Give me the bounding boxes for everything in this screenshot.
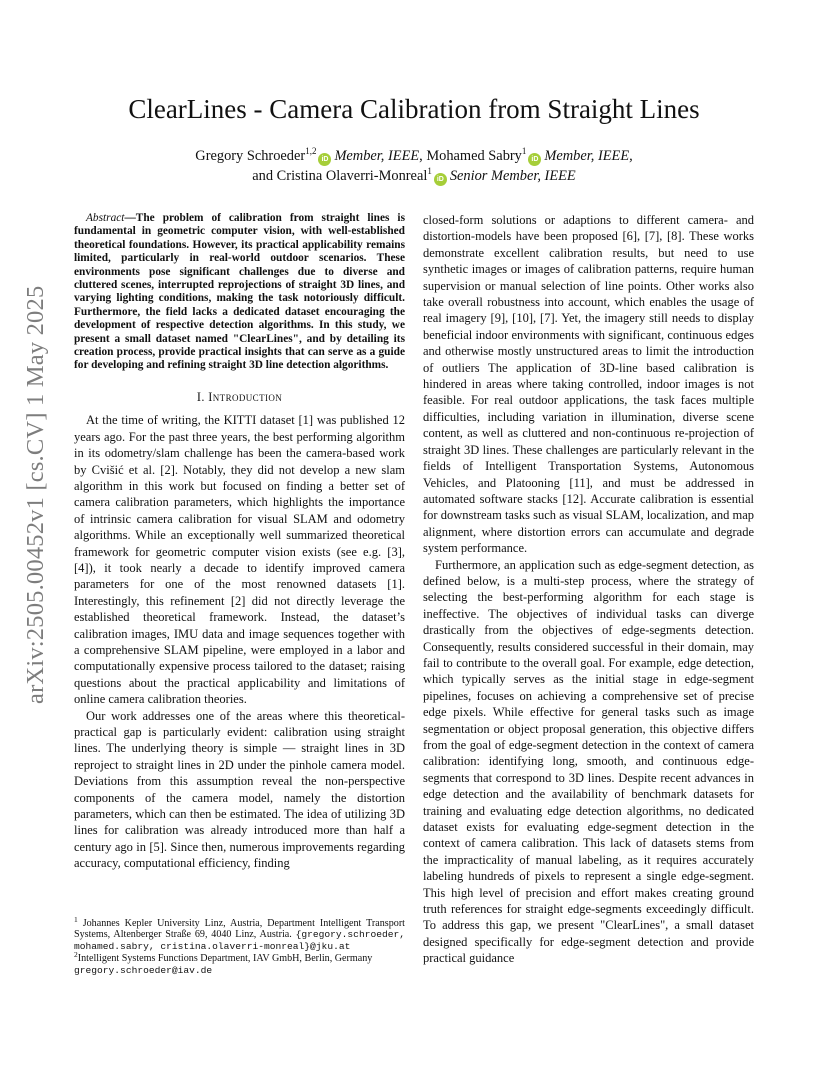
orcid-icon[interactable]: iD <box>434 173 447 186</box>
affiliation-mark: 1,2 <box>305 146 317 156</box>
left-column <box>74 212 405 872</box>
abstract <box>74 212 405 373</box>
author-name: Cristina Olaverri-Monreal <box>276 168 428 184</box>
footnote-email[interactable]: {gregory.schroeder, mohamed.sabry, cristina.olaverri-monreal}@jku.at <box>74 929 405 952</box>
intro-paragraph-2: Our work addresses one of the areas where this theoretical-practical gap is particularly evident: calibration using straight lines. The underlying theory is simple — straight lines in 3D reproject to straight lines in 2D under the pinhole camera model. Deviations from this assumption reveal the non-perspective components of the camera model, namely the distortion parameters, which can then be estimated. The idea of utilizing 3D lines for calibration was already introduced more than half a century ago in [5]. Since then, numerous improvements regarding accuracy, computational efficiency, finding <box>74 708 405 871</box>
abstract-dash: — <box>124 212 136 224</box>
footnote-email[interactable]: gregory.schroeder@iav.de <box>74 964 213 976</box>
author-name: Mohamed Sabry <box>426 148 522 164</box>
affiliation-mark: 1 <box>427 166 432 176</box>
author-role: Member, IEEE, <box>544 148 633 164</box>
author-conjunction: and <box>252 168 277 184</box>
intro-paragraph-4: Furthermore, an application such as edge-segment detection, as defined below, is a multi-step process, where the strategy of selecting the best-performing algorithm for each stage is ineffective. The objectives of individual tasks can diverge drastically from the objectives of edge-segments detection. Consequently, results considered successful in their domain, may fail to contribute to the overall goal. For example, edge detection, which typically serves as the initial stage in edge-segment pipelines, focuses on achieving a comprehensive set of precise edge pixels. While effective for general tasks such as image segmentation or object proposal generation, this objective differs from the goal of edge-segment detection in the context of camera calibration: identifying long, smooth, and continuous edge-segments that correspond to 3D lines. Despite recent advances in edge detection and the availability of benchmark datasets for training and evaluating edge detection algorithms, no dedicated dataset exists for evaluating edge-segment detection in the context of camera calibration. This lack of datasets stems from the impracticality of manual labeling, as it requires accurately labeling hundreds of pixels to represent a single edge-segment. This high level of precision and effort makes creating ground truth references for straight edge-segments exceedingly difficult. To address this gap, we present "ClearLines", a small dataset designed specifically for edge-segment detection and provide practical guidance <box>423 557 754 966</box>
author-name: Gregory Schroeder <box>195 148 306 164</box>
footnote-mark: 2 <box>74 950 78 960</box>
author-line-1 <box>0 146 828 166</box>
section-heading-introduction: I. Introduction <box>196 389 283 404</box>
author-separator: , <box>419 148 427 164</box>
author-line-2 <box>0 166 828 186</box>
right-column <box>423 212 754 967</box>
author-role: Senior Member, IEEE <box>449 168 576 184</box>
footnotes <box>74 915 405 977</box>
affiliation-mark: 1 <box>521 146 527 156</box>
author-role: Member, IEEE <box>334 148 420 164</box>
footnote-mark: 1 <box>74 915 78 924</box>
footnote-2 <box>74 950 405 976</box>
orcid-icon[interactable]: iD <box>318 153 331 166</box>
intro-paragraph-1: At the time of writing, the KITTI dataset [1] was published 12 years ago. For the past three years, the best performing algorithm in its odometry/slam challenge has been the camera-based work by Cvišić et al. [2]. Notably, they did not develop a new slam algorithm in this work but focused on finding a better set of camera calibration parameters, which highlights the importance of intrinsic camera calibration for visual SLAM and odometry algorithms. While an exceptionally well summarized theoretical framework for geometric computer vision exists (see e.g. [3], [4]), it took nearly a decade to identify improved camera parameters for one of the most renowned datasets [1]. Interestingly, this refinement [2] did not directly leverage the established theoretical framework. Instead, the dataset’s calibration images, IMU data and image sequences together with a comprehensive SLAM pipeline, were employed in a labor and computationally expensive process tailored to the dataset; raising questions about the practical applicability and limitations of online camera calibration theories. <box>74 413 405 707</box>
footnote-text: Intelligent Systems Functions Department, IAV GmbH, Berlin, Germany <box>77 953 373 965</box>
abstract-label: Abstract <box>86 212 125 224</box>
footnote-1 <box>74 915 405 952</box>
intro-paragraph-3: closed-form solutions or adaptions to different camera- and distortion-models have been proposed [6], [7], [8]. These works demonstrate excellent calibration results, but need to use synthetic images or images of calibration patterns, require human supervision or manual selection of line points. Other works also take overall robustness into account, which enables the usage of real imagery [9], [10], [7]. Yet, the imagery still needs to display beneficial indoor environments with significant, continuous edges and otherwise mostly unstructured areas to limit the introduction of outliers The application of 3D-line based calibration is hindered in areas where taking controlled, indoor images is not feasible. For real outdoor applications, the task faces multiple difficulties, including variation in illumination, diverse scene content, as well as cluttered and non-continuous re-projection of straight 3D lines. These challenges are particularly relevant in the fields of Intelligent Transportation Systems, Autonomous Vehicles, and Platooning [11], and must be addressed in automated software stacks [12]. Accurate calibration is essential for downstream tasks such as visual SLAM, localization, and map alignment, where distortion errors can accumulate and degrade system performance. <box>423 213 754 556</box>
abstract-text: The problem of calibration from straight lines is fundamental in geometric computer vision, with well-established theoretical foundations. However, its practical applicability remains limited, particularly in real-world outdoor scenarios. These environments pose significant challenges due to diverse and cluttered scenes, interrupted reprojections of straight 3D lines, and varying lighting conditions, making the task notoriously difficult. Furthermore, the field lacks a dedicated dataset encouraging the development of respective detection algorithms. In this study, we present a small dataset named "ClearLines", and by detailing its creation process, provide practical insights that can serve as a guide for developing and refining straight 3D line detection algorithms. <box>74 212 405 372</box>
orcid-icon[interactable]: iD <box>528 153 541 166</box>
footnote-text: Johannes Kepler University Linz, Austria, Department Intelligent Transport Systems, Altenberger Straße 69, 4040 Linz, Austria. <box>74 918 405 941</box>
arxiv-identifier: arXiv:2505.00452v1 [cs.CV] 1 May 2025 <box>22 285 49 704</box>
paper-title: ClearLines - Camera Calibration from Straight Lines <box>128 94 700 124</box>
author-block <box>0 146 828 186</box>
